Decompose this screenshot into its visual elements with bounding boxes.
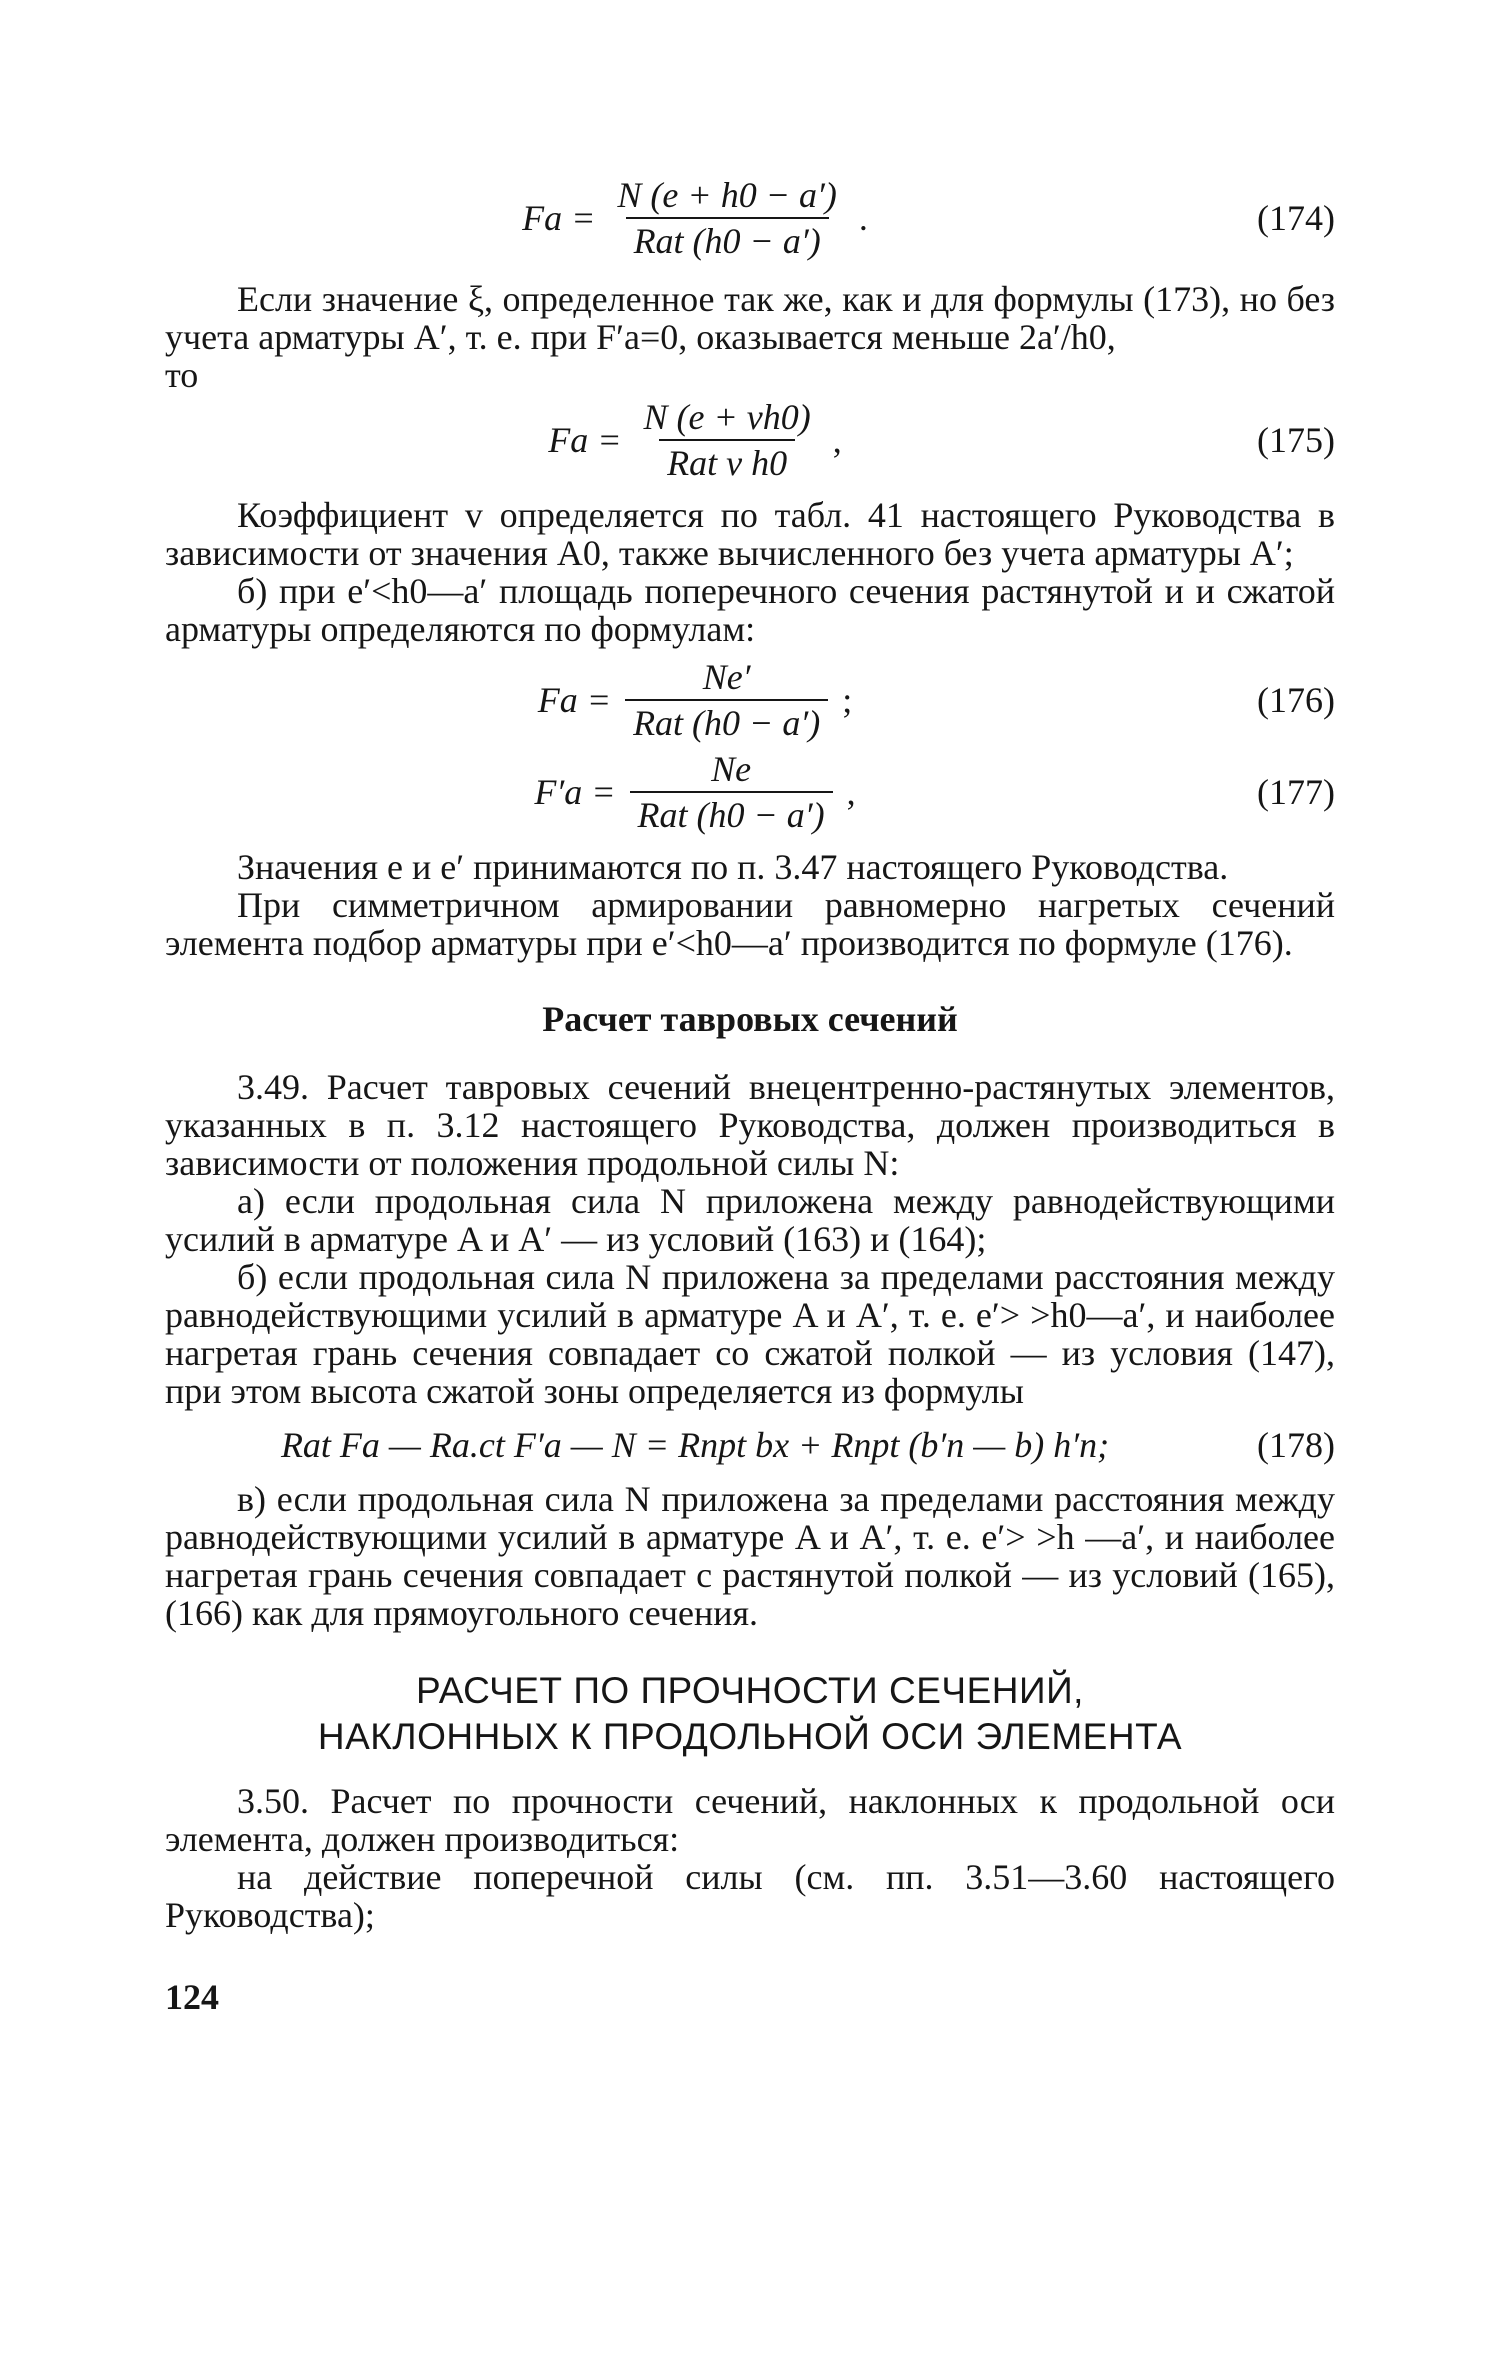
formula-lhs: Fa = <box>537 680 612 720</box>
formula-number: (174) <box>1257 198 1335 238</box>
section-title: Расчет тавровых сечений <box>542 999 958 1039</box>
page-content <box>165 170 1335 2016</box>
paragraph-shear: на действие поперечной силы (см. пп. 3.51—3.60 настоящего Руководства); <box>165 1857 1335 1935</box>
denominator: Rat (h0 − a′) <box>626 217 829 260</box>
formula-175 <box>165 394 1335 486</box>
fraction <box>609 176 844 260</box>
formula-lhs: Fa = <box>548 420 622 460</box>
formula-number: (178) <box>1257 1425 1335 1465</box>
formula-lhs: F′a = <box>534 772 616 812</box>
denominator: Rat (h0 − a′) <box>625 699 828 742</box>
paragraph-3-50: 3.50. Расчет по прочности сечений, наклонных к продольной оси элемента, должен производиться: <box>165 1781 1335 1859</box>
chapter-heading-line-1: РАСЧЕТ ПО ПРОЧНОСТИ СЕЧЕНИЙ, <box>416 1670 1084 1711</box>
formula-177 <box>165 746 1335 838</box>
formula-punct: ; <box>842 680 853 720</box>
paragraph-case-b: б) при e′<h0—a′ площадь поперечного сечения растянутой и и сжатой арматуры определяются по формулам: <box>165 571 1335 649</box>
fraction <box>630 750 833 834</box>
paragraph-coefficient: Коэффициент v определяется по табл. 41 настоящего Руководства в зависимости от значения A0, также вычисленного без учета арматуры A′; <box>165 495 1335 573</box>
formula-number: (176) <box>1257 680 1335 720</box>
fraction <box>625 658 828 742</box>
paragraph-case-b2: б) если продольная сила N приложена за пределами расстояния между равнодействующими усилий в арматуре A и A′, т. е. e′> >h0—a′, и наиболее нагретая грань сечения совпадает со сжатой полкой — из условия (147), при этом высота сжатой зоны определяется из формулы <box>165 1257 1335 1411</box>
formula-punct: . <box>858 198 868 238</box>
denominator: Rat (h0 − a′) <box>630 791 833 834</box>
paragraph-symmetric: При симметричном армировании равномерно нагретых сечений элемента подбор арматуры при e′<h0—a′ производится по формуле (176). <box>165 885 1335 963</box>
formula-176 <box>165 654 1335 746</box>
numerator: Ne <box>711 749 752 789</box>
paragraph-case-v: в) если продольная сила N приложена за пределами расстояния между равнодействующими усилий в арматуре A и A′, т. е. e′> >h —a′, и наиболее нагретая грань сечения совпадает с растянутой полкой — из условий (165), (166) как для прямоугольного сечения. <box>165 1479 1335 1633</box>
chapter-heading-line-2: НАКЛОННЫХ К ПРОДОЛЬНОЙ ОСИ ЭЛЕМЕНТА <box>317 1716 1183 1757</box>
denominator: Rat v h0 <box>659 439 795 482</box>
formula-number: (175) <box>1257 420 1335 460</box>
paragraph-case-a: а) если продольная сила N приложена между равнодействующими усилий в арматуре A и A′ — из условий (163) и (164); <box>165 1181 1335 1259</box>
formula-text: Rat Fa — Ra.ct F′a — N = Rпрt bx + Rпрt (b′п — b) h′п; <box>280 1425 1110 1465</box>
formula-lhs: Fa = <box>522 198 596 238</box>
formula-punct: , <box>846 772 856 812</box>
numerator: N (e + h0 − a′) <box>617 175 837 215</box>
paragraph-values: Значения e и e′ принимаются по п. 3.47 настоящего Руководства. <box>237 847 1229 887</box>
numerator: Ne′ <box>702 657 751 697</box>
formula-number: (177) <box>1257 772 1335 812</box>
paragraph-condition: Если значение ξ, определенное так же, как и для формулы (173), но без учета арматуры A′, т. е. при F′a=0, оказывается меньше 2a′/h0, <box>165 279 1335 357</box>
formula-punct: , <box>832 420 842 460</box>
page-number: 124 <box>165 1977 219 2017</box>
paragraph-3-49: 3.49. Расчет тавровых сечений внецентренно-растянутых элементов, указанных в п. 3.12 настоящего Руководства, должен производиться в зависимости от положения продольной силы N: <box>165 1067 1335 1183</box>
fraction <box>636 398 819 482</box>
formula-174 <box>165 170 1335 266</box>
paragraph-to: то <box>165 355 199 395</box>
formula-178 <box>165 1410 1335 1480</box>
numerator: N (e + vh0) <box>643 397 811 437</box>
